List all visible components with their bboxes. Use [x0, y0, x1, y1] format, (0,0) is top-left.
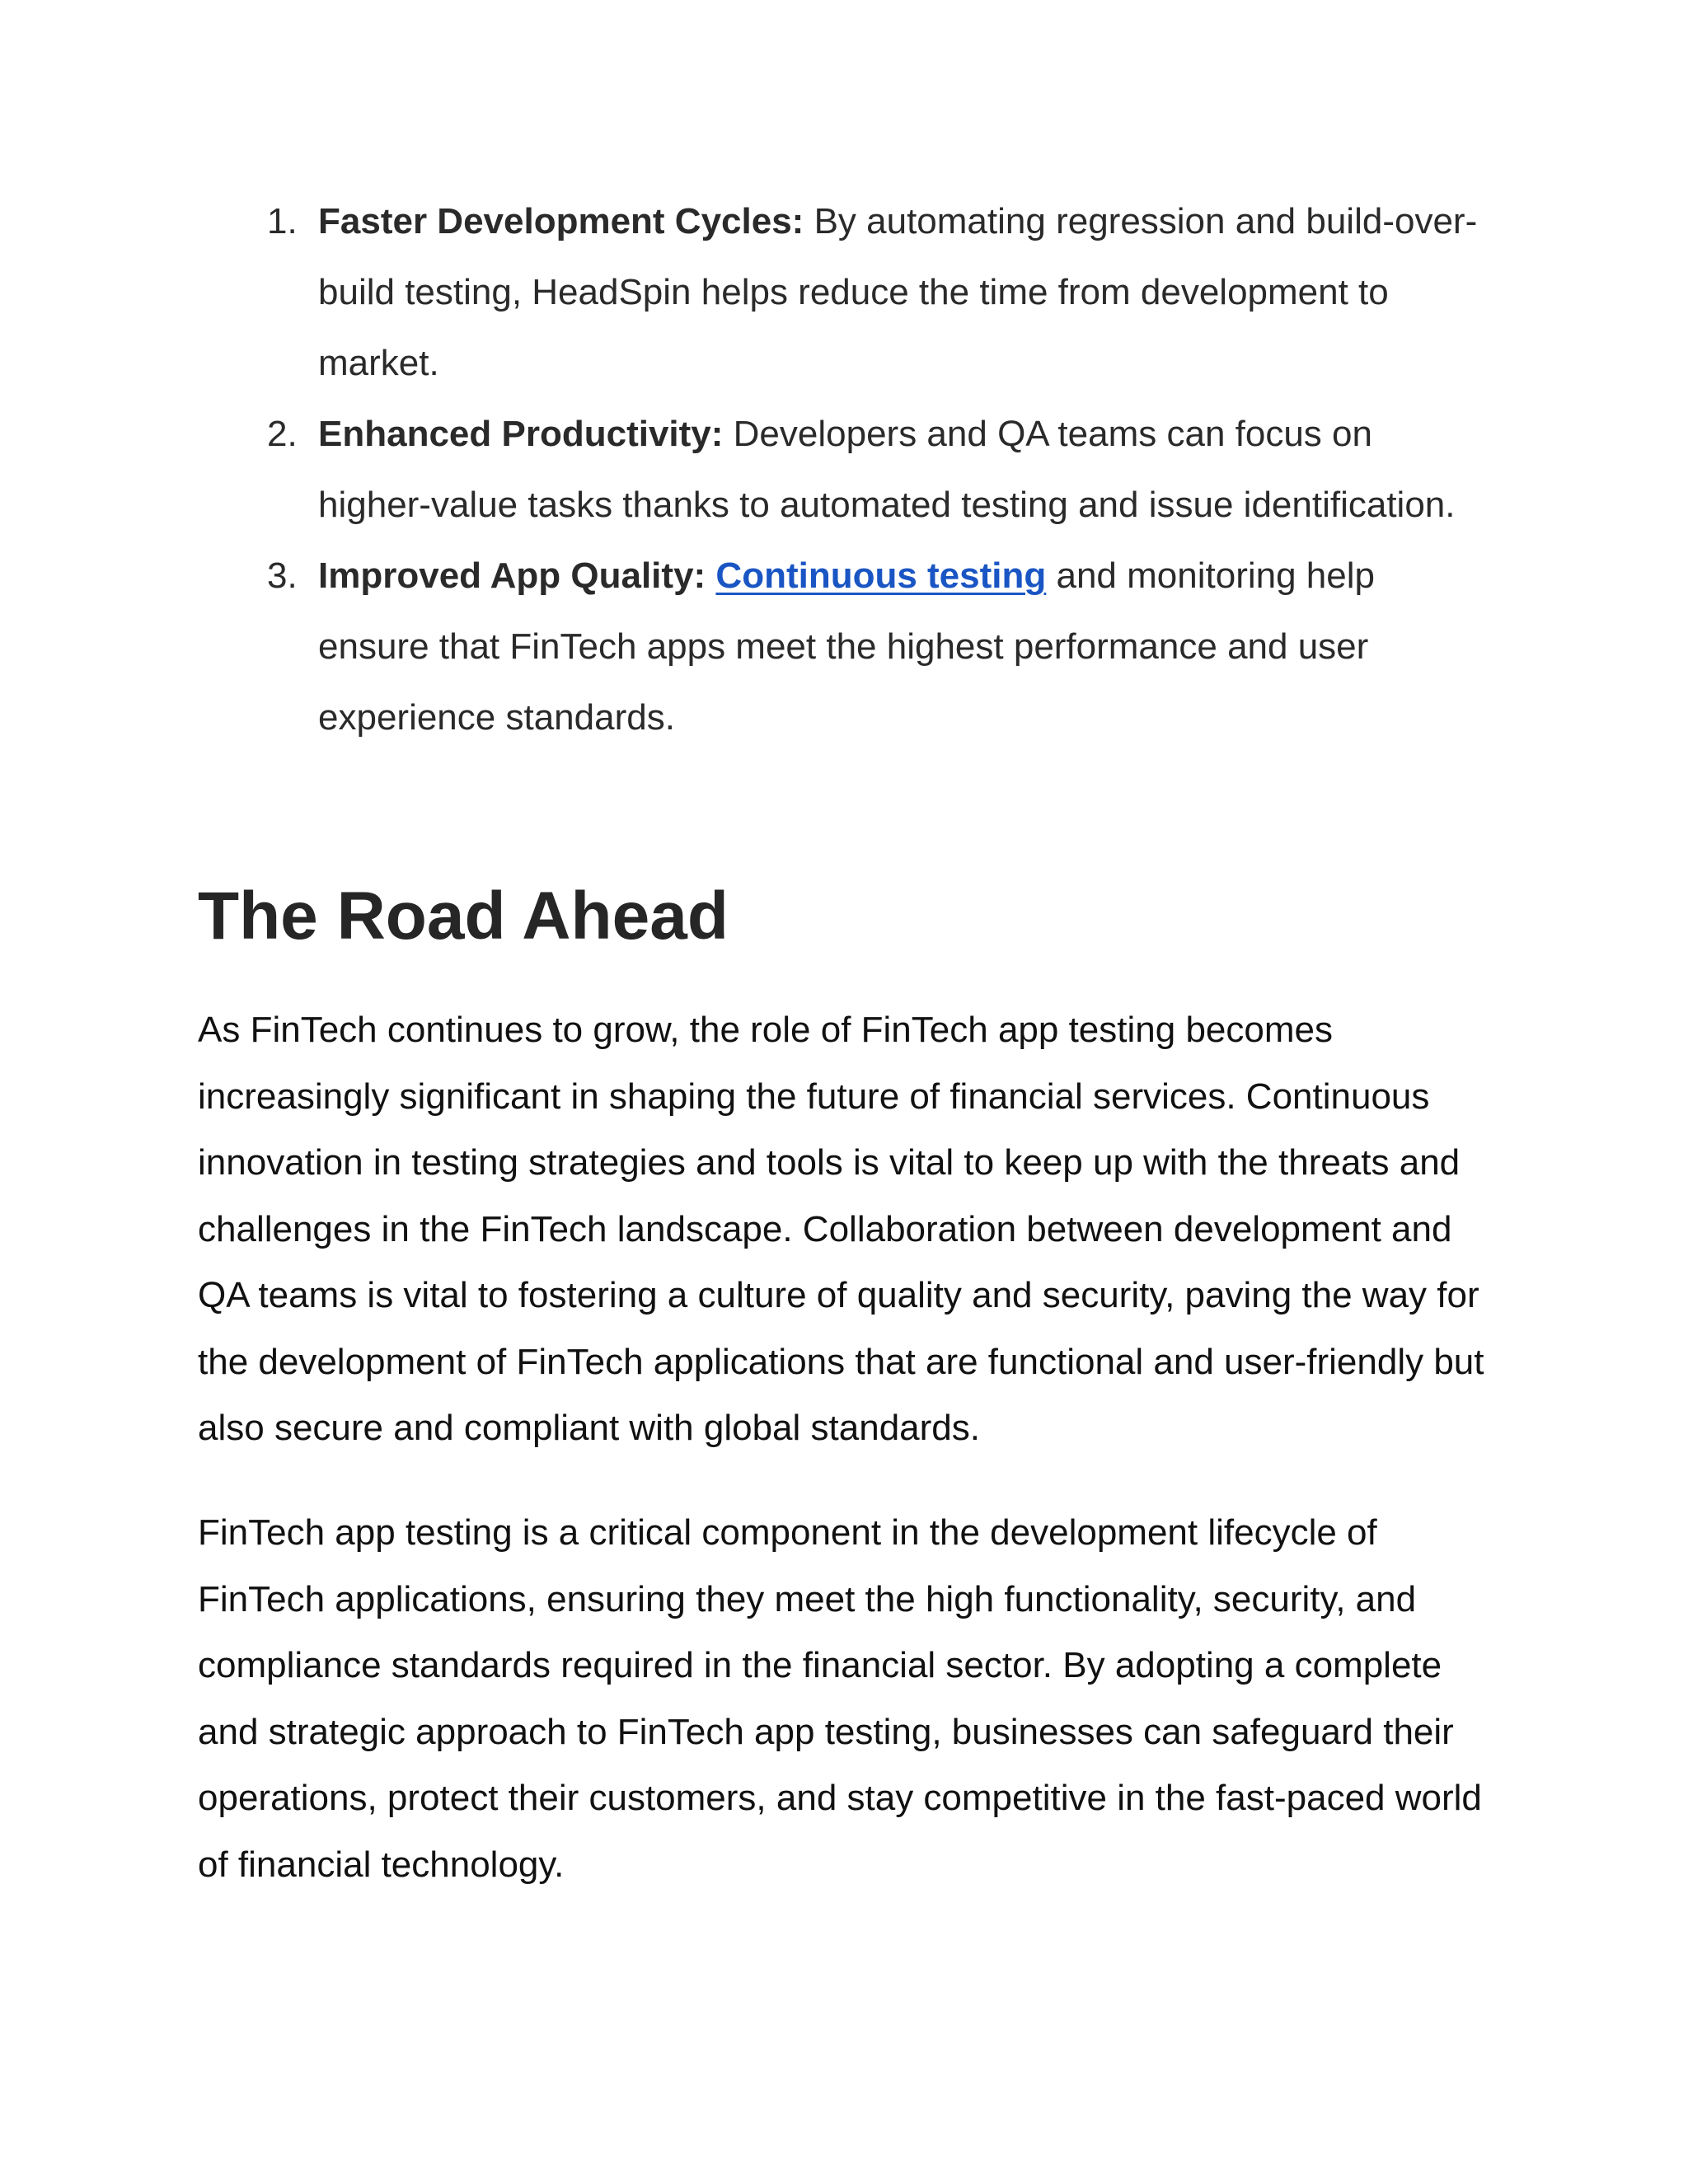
list-item-title: Faster Development Cycles:	[318, 201, 804, 241]
list-number: 2.	[267, 414, 298, 454]
list-item-text: and monitoring help ensure that FinTech apps meet the highest performance and user experience standards.	[318, 555, 1375, 738]
continuous-testing-link[interactable]: Continuous testing	[715, 555, 1047, 596]
list-number: 3.	[267, 555, 298, 596]
list-item-title: Enhanced Productivity:	[318, 414, 724, 454]
paragraph-road-ahead: As FinTech continues to grow, the role of FinTech app testing becomes increasingly significant in shaping the future of financial services. Continuous innovation in testing strategies and tools is vital to keep up with the threats and challenges in the FinTech landscape. Collaboration between development and QA teams is vital to fostering a culture of quality and security, paving the way for the development of FinTech applications that are functional and user-friendly but also secure and compliant with global standards.	[198, 1010, 1484, 1448]
paragraph-conclusion: FinTech app testing is a critical component in the development lifecycle of FinTech applications, ensuring they meet the high functionality, security, and compliance standards required in the financial sector. By adopting a complete and strategic approach to FinTech app testing, businesses can safeguard their operations, protect their customers, and stay competitive in the fast-paced world of financial technology.	[198, 1512, 1482, 1885]
benefits-list	[198, 186, 1492, 753]
list-item-text: By automating regression and build-over-build testing, HeadSpin helps reduce the time from development to market.	[318, 201, 1478, 383]
list-number: 1.	[267, 201, 298, 241]
list-item	[198, 541, 1492, 753]
list-item	[198, 399, 1492, 541]
list-item-text: Developers and QA teams can focus on higher-value tasks thanks to automated testing and issue identification.	[318, 414, 1456, 525]
list-item	[198, 186, 1492, 399]
section-heading: The Road Ahead	[198, 879, 729, 954]
list-item-title: Improved App Quality:	[318, 555, 706, 596]
